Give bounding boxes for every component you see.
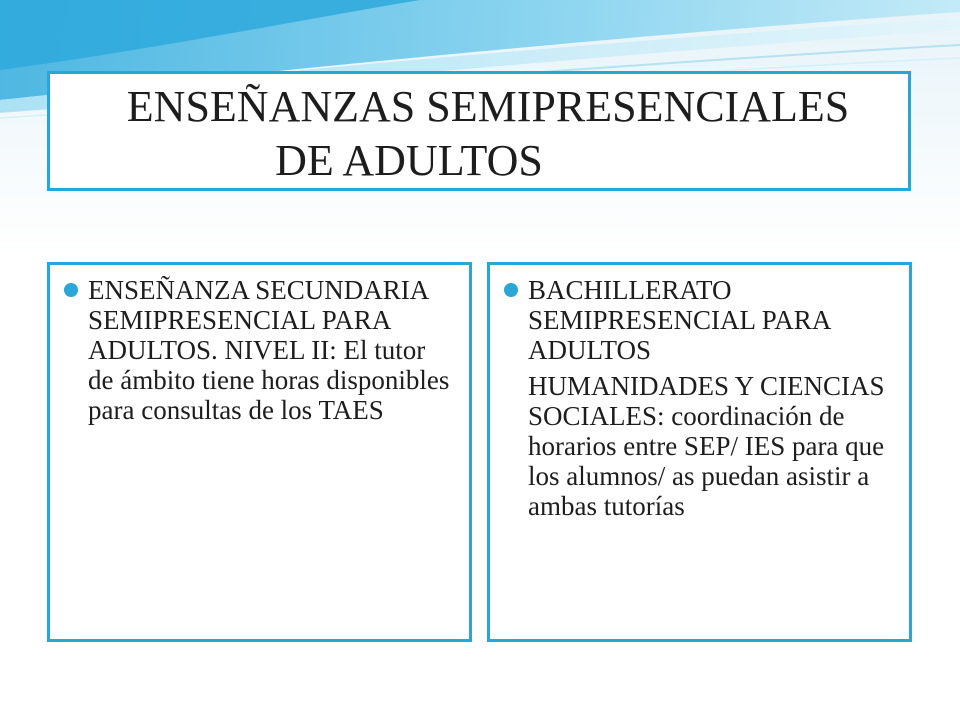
right-bullet-item (490, 265, 909, 365)
right-content-box (487, 262, 912, 642)
title-line-1: ENSEÑANZAS SEMIPRESENCIALES (126, 82, 850, 131)
right-bullet-text: BACHILLERATO SEMIPRESENCIAL PARA ADULTOS (528, 275, 830, 365)
left-bullet-text: ENSEÑANZA SECUNDARIA SEMIPRESENCIAL PARA ADULTOS. NIVEL II: El tutor de ámbito tiene horas disponibles para consultas de los TAES (88, 275, 450, 425)
right-paragraph-text: HUMANIDADES Y CIENCIAS SOCIALES: coordinación de horarios entre SEP/ IES para que los alumnos/ as puedan asistir a ambas tutorías (528, 371, 885, 521)
left-content-box (47, 262, 472, 642)
slide-title (47, 71, 911, 191)
left-bullet-item (50, 265, 469, 425)
bullet-dot-icon (504, 283, 518, 297)
title-line-2: DE ADULTOS (275, 136, 543, 185)
bullet-dot-icon (64, 283, 78, 297)
